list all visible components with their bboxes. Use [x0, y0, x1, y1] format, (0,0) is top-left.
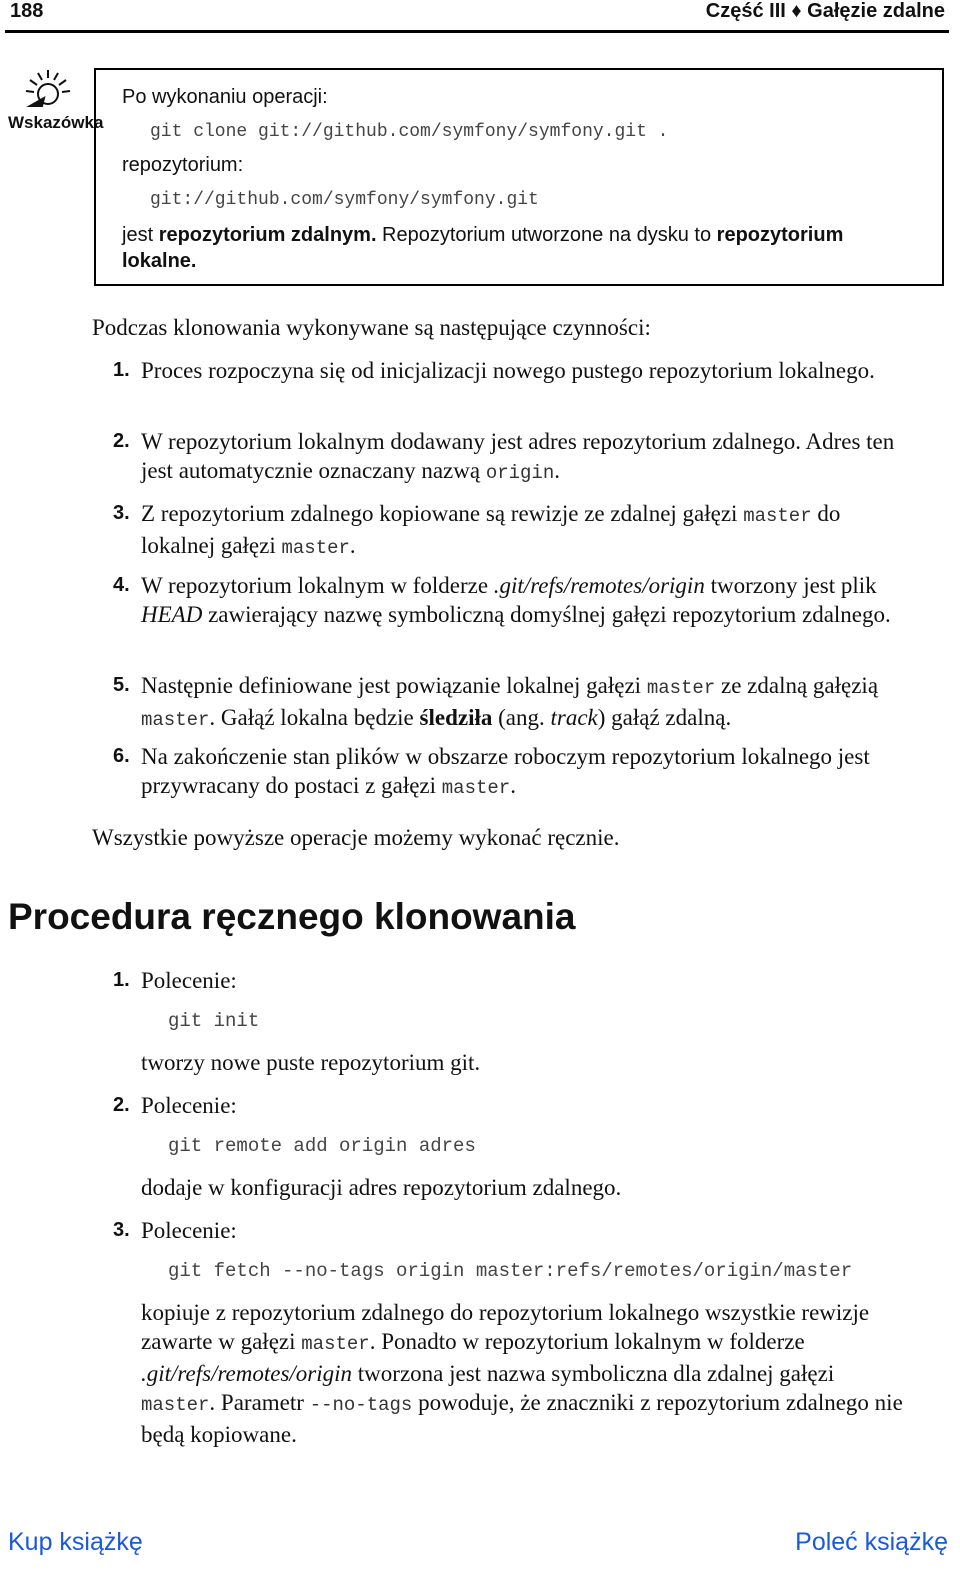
- command-line: git remote add origin adres: [168, 1135, 476, 1157]
- command-description: tworzy nowe puste repozytorium git.: [141, 1050, 481, 1075]
- list-item: 3. Polecenie:: [113, 1218, 237, 1243]
- command-line: git init: [168, 1010, 260, 1032]
- list-item: 2. Polecenie:: [113, 1093, 237, 1118]
- list-item: 4. W repozytorium lokalnym w folderze .git/refs/remotes/origin tworzony jest plik HEAD zawierający nazwę symboliczną domyślnej gałęzi repozytorium zdalnego.: [113, 573, 891, 627]
- section-heading: Procedura ręcznego klonowania: [8, 896, 576, 937]
- tip-box: [94, 68, 944, 286]
- list-item: 2. W repozytorium lokalnym dodawany jest adres repozytorium zdalnego. Adres ten jest automatycznie oznaczany nazwą origin.: [113, 429, 895, 484]
- page-header: [5, 0, 949, 33]
- running-head: Część III ♦ Gałęzie zdalne: [705, 0, 945, 22]
- command-description: kopiuje z repozytorium zdalnego do repozytorium lokalnego wszystkie rewizje zawarte w gałęzi master. Ponadto w repozytorium lokalnym w folderze .git/refs/remotes/origin tworzona jest nazwa symboliczna dla zdalnej gałęzi master. Parametr --no-tags powoduje, że znaczniki z repozytorium zdalnego nie będą kopiowane.: [141, 1300, 903, 1447]
- list-item: 5. Następnie definiowane jest powiązanie lokalnej gałęzi master ze zdalną gałęzią master. Gałąź lokalna będzie śledziła (ang. track) gałąź zdalną.: [113, 673, 879, 731]
- tip-label: Wskazówka: [8, 113, 104, 132]
- intro-paragraph: Podczas klonowania wykonywane są następujące czynności:: [92, 315, 651, 340]
- command-description: dodaje w konfiguracji adres repozytorium zdalnego.: [141, 1175, 622, 1200]
- buy-book-link[interactable]: Kup książkę: [8, 1528, 143, 1556]
- recommend-book-link[interactable]: Poleć książkę: [795, 1528, 948, 1556]
- summary-paragraph: Wszystkie powyższe operacje możemy wykonać ręcznie.: [92, 825, 620, 850]
- tip-line: lokalne.: [122, 250, 197, 272]
- tip-line: jest repozytorium zdalnym. Repozytorium utworzone na dysku to repozytorium: [122, 224, 844, 246]
- list-item: 1. Proces rozpoczyna się od inicjalizacji nowego pustego repozytorium lokalnego.: [113, 358, 875, 383]
- list-item: 6. Na zakończenie stan plików w obszarze roboczym repozytorium lokalnego jest przywracany do postaci z gałęzi master.: [113, 744, 870, 799]
- tip-code: git clone git://github.com/symfony/symfony.git .: [150, 122, 669, 142]
- tip-line: repozytorium:: [122, 154, 244, 176]
- tip-lightbulb-icon: [8, 66, 104, 136]
- list-item: 3. Z repozytorium zdalnego kopiowane są rewizje ze zdalnej gałęzi master do lokalnej gałęzi master.: [113, 501, 841, 559]
- page-number: 188: [10, 0, 44, 22]
- command-line: git fetch --no-tags origin master:refs/remotes/origin/master: [168, 1260, 853, 1282]
- tip-code: git://github.com/symfony/symfony.git: [150, 190, 539, 210]
- tip-line: Po wykonaniu operacji:: [122, 86, 328, 108]
- list-item: 1. Polecenie:: [113, 968, 237, 993]
